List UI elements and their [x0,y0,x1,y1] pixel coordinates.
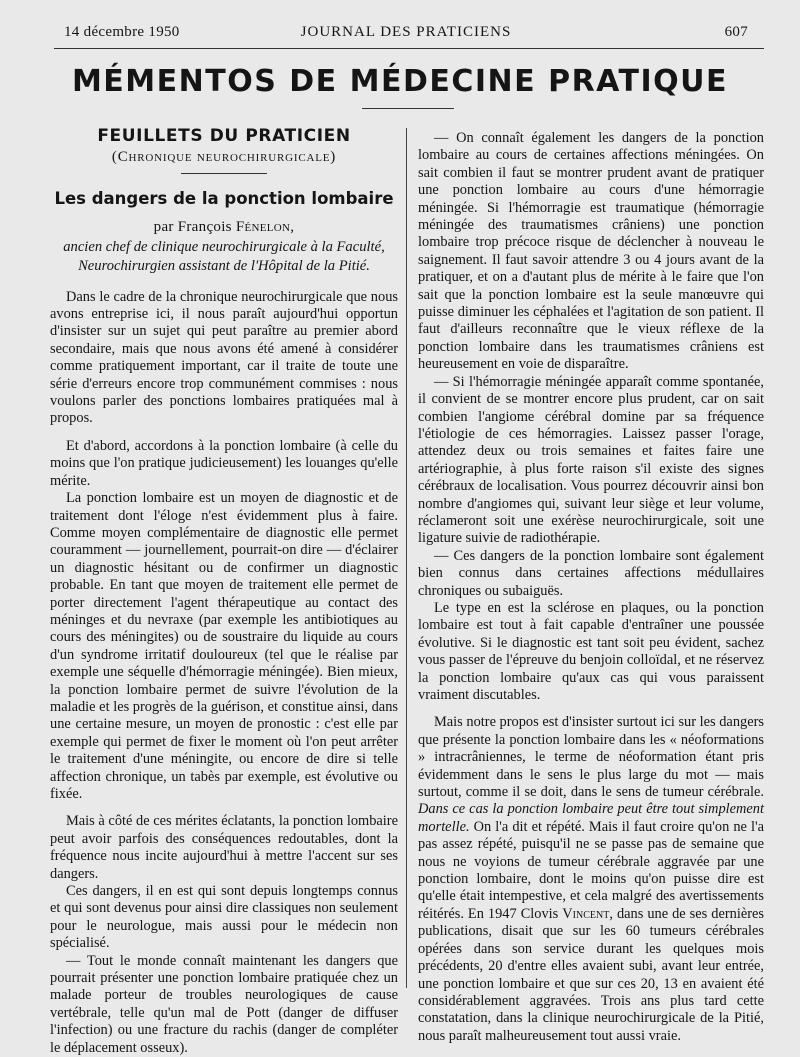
author-affiliation-2: Neurochirurgien assistant de l'Hôpital de la Pitié. [78,257,370,274]
main-title: MÉMENTOS DE MÉDECINE PRATIQUE [71,64,729,99]
author-affiliation-1: ancien chef de clinique neurochirurgicale à la Faculté, [63,238,385,255]
article-title: Les dangers de la ponction lombaire [54,188,394,208]
running-header [64,24,748,46]
cited-author: Vincent [562,905,610,922]
paragraph: Dans le cadre de la chronique neurochirurgicale que nous avons entreprise ici, il nous paraît aujourd'hui opportun d'insister sur un sujet qui peut paraître au premier abord secondaire, mais que nous avons été amené à considérer comme pratiquement important, car il traite de toute une série d'erreurs encore trop communément commises : nous voulons parler des ponctions lombaires pratiquées mal à propos. [50,288,398,427]
paragraph-text: On l'a dit et répété. Mais il faut croire qu'on ne l'a pas assez répété, puisqu'il ne se passe pas de semaine que nous ne voyions de tumeur cérébrale aggravée par une ponction lombaire, dont le moins qu'on puisse dire est qu'elle était intempestive, et cela malgré des avertissements réitérés. En 1947 Clovis [418,818,764,922]
paragraph-text: Mais notre propos est d'insister surtout ici sur les dangers que présente la ponction lombaire dans les « néoformations » intracrâniennes, le terme de néoformation étant pris évidemment dans le sens le plus large du mot — mais surtout, comme il se doit, dans le sens de tumeur cérébrale. [418,714,764,801]
emphasis-text: Dans ce cas la ponction lombaire peut être tout simplement mortelle. [418,801,764,835]
author-surname: Fénelon [235,219,291,236]
paragraph: — On connaît également les dangers de la ponction lombaire au cours de certaines affections méningées. On sait combien il faut se montrer prudent avant de pratiquer une ponction lombaire au cours d'une hémorragie méningée. Si l'hémorragie est traumatique (hémorragie méningée des traumatismes crâniens) une ponction lombaire trop précoce risque de déclencher à nouveau le saignement. Il faut savoir attendre 3 ou 4 jours avant de la pratiquer, et on a d'autant plus de mérite à le faire que l'on sait que la ponction lombaire est la seule manœuvre qui puisse diminuer les céphalées et l'agitation de son patient. Il faut d'ailleurs reconnaître que le vieux réflexe de la ponction lombaire dans les traumatismes crâniens est heureusement en voie de disparaître. [418,130,764,373]
paragraph: La ponction lombaire est un moyen de diagnostic et de traitement dont l'éloge n'est évidemment plus à faire. Comme moyen complémentaire de diagnostic elle permet couramment — journellement, pourrait-on dire — d'éclairer un diagnostic hésitant ou de confirmer un diagnostic probable. En tant que moyen de traitement elle permet de porter directement l'agent thérapeutique au contact des méninges et du nevraxe (par exemple les antibiotiques au cours des méningites) ou de soustraire du liquide au cours d'un syndrome irritatif douloureux (tel que le réalise par exemple une séquelle d'hémorragie méningée). Bien mieux, la ponction lombaire permet de suivre l'évolution de la maladie et les progrès de la guérison, et constitue ainsi, dans une certaine mesure, un moyen de pronostic : c'est elle par exemple qui permet de fixer le moment où l'on peut arrêter le traitement d'une méningite, ou encore de dire si telle affection chronique, un tabès par exemple, est évolutive ou fixée. [50,490,398,802]
paragraph: — Tout le monde connaît maintenant les dangers que pourrait présenter une ponction lombaire pratiquée chez un malade porteur de troubles neurologiques de cause vertébrale, telle qu'un mal de Pott (danger de diffuser l'infection) ou une fracture du rachis (danger de compléter le déplacement osseux). [50,952,398,1056]
paragraph: — Ces dangers de la ponction lombaire sont également bien connus dans certaines affections médullaires chroniques ou subaiguës. [418,547,764,599]
byline-prefix: par François [153,219,236,236]
column-divider [406,128,407,988]
header-rule [54,48,764,49]
section-rule [181,173,267,174]
paragraph: Et d'abord, accordons à la ponction lombaire (à celle du moins que l'on pratique judicieusement) les louanges qu'elle mérite. [50,437,398,489]
page-number: 607 [724,24,748,40]
section-subtitle: (Chronique neurochirurgicale) [111,149,337,166]
right-column [418,130,764,1045]
left-column [50,128,398,1057]
journal-name: JOURNAL DES PRATICIENS [300,24,512,40]
title-rule [362,108,454,109]
byline [50,219,398,236]
paragraph [418,714,764,1045]
paragraph: — Si l'hémorragie méningée apparaît comme spontanée, il convient de se montrer encore plus prudent, car on sait combien l'angiome cérébral domine par sa fréquence l'étiologie de ces hémorragies. Laissez passer l'orage, attendez deux ou trois semaines et faites faire une artériographie, à plus forte raison s'il existe des signes cérébraux de localisation. Vous pourrez découvrir ainsi bon nombre d'angiomes qui, suivant leur siège et leur volume, réclameront soit une exérèse neurochirurgicale, soit une ligature suivie de radiothérapie. [418,373,764,547]
paragraph: Le type en est la sclérose en plaques, ou la ponction lombaire est tout à fait capable d'entraîner une poussée évolutive. Si le diagnostic est tant soit peu évident, sachez vous passer de l'épreuve du benjoin colloïdal, et ne réservez la ponction lombaire qu'aux cas qui vous paraissent vraiment discutables. [418,599,764,703]
byline-suffix: , [290,219,295,236]
paragraph: Ces dangers, il en est qui sont depuis longtemps connus et qui sont devenus pour ainsi dire classiques non seulement pour le neurologue, mais aussi pour le médecin non spécialisé. [50,883,398,952]
paragraph-text: , dans une de ses dernières publications, disait que sur les 60 tumeurs cérébrales opérées dans son service durant les quelques mois précédents, 20 d'entre elles avaient subi, avant leur entrée, une ponction lombaire et que sur ces 20, 13 en avaient été considérablement aggravées. Trois ans plus tard cette constatation, dans la clinique neurochirurgicale de la Pitié, nous paraît malheureusement tout aussi vraie. [418,905,764,1044]
section-title: FEUILLETS DU PRATICIEN [97,126,351,146]
paragraph: Mais à côté de ces mérites éclatants, la ponction lombaire peut avoir parfois des conséquences redoutables, dont la fréquence nous incite aujourd'hui à mettre l'accent sur ses dangers. [50,813,398,882]
issue-date: 14 décembre 1950 [64,24,180,40]
